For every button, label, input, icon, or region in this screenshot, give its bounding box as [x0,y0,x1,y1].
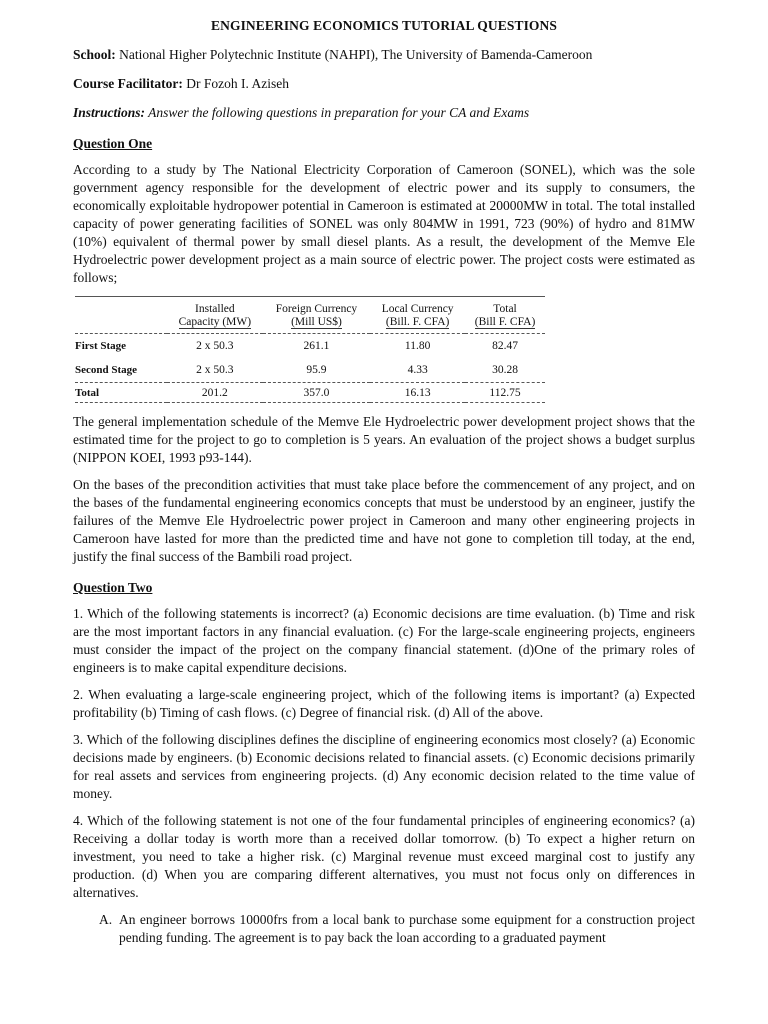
question-two-item-2: 2. When evaluating a large-scale engineering project, which of the following items is important? (a) Expected profitability (b) Timing of cash flows. (c) Degree of financial risk. (d) All of the above. [73,687,695,720]
table-cell: Total [75,383,167,403]
table-cell: 2 x 50.3 [196,364,234,376]
question-two-heading: Question Two [73,580,153,595]
table-cell: First Stage [75,340,127,352]
table-header-cell: Local Currency (Bill. F. CFA) [381,303,454,328]
table-row [75,334,545,359]
document-title: ENGINEERING ECONOMICS TUTORIAL QUESTIONS [211,18,557,33]
question-two-item-1: 1. Which of the following statements is incorrect? (a) Economic decisions are time evaluation. (b) Time and risk are the most important factors in any financial evaluation. (c) For the large-scale engineering projects, engineers must consider the impact of the project on the company financial statement. (d)One of the primary roles of engineers is to make capital expenditure decisions. [73,606,695,675]
facilitator-value: Dr Fozoh I. Aziseh [182,76,289,91]
table-cell: Second Stage [75,364,138,376]
table-cell: 82.47 [492,340,518,352]
table-cell: 4.33 [407,364,428,376]
question-one-paragraph-1: According to a study by The National Electricity Corporation of Cameroon (SONEL), which was the sole government agency responsible for the development of electric power and its supply to consumers, the economically exploitable hydropower potential in Cameroon is estimated at 20000MW in total. The total installed capacity of power generating facilities of SONEL was only 804MW in 1991, 723 (90%) of hydro and 81MW (10%) equivalent of thermal power by small diesel plants. As a result, the development of the Memve Ele Hydroelectric power development project as a main source of electric power. The project costs were estimated as follows; [73,162,695,285]
facilitator-line [73,75,695,93]
table-row [75,358,545,383]
table-header-cell: Installed Capacity (MW) [178,303,252,328]
list-marker: A. [99,912,113,927]
table-total-row [75,383,545,403]
instructions-line [73,104,695,122]
school-label: School: [73,47,116,62]
question-two-item-3: 3. Which of the following disciplines defines the discipline of engineering economics most closely? (a) Economic decisions made by engineers. (b) Economic decisions related to financial assets. (c) Economic decisions primarily for real assets and services from engineering projects. (d) Any economic decision related to the time value of money. [73,732,695,801]
question-one-paragraph-3: On the bases of the precondition activities that must take place before the commencement of any project, and on the bases of the fundamental engineering economics concepts that must be understood by an engineer, justify the failures of the Memve Ele Hydroelectric power project in Cameroon and many other engineering projects in Cameroon have lasted for more than the predicted time and have not gone to completion till today, at the end, justify the final success of the Bambili road project. [73,477,695,564]
table-cell: 112.75 [465,383,545,403]
document-page [73,16,695,947]
instructions-label: Instructions: [73,105,146,120]
table-cell: 16.13 [370,383,465,403]
table-header-row [75,297,545,334]
table-header-cell [75,297,167,334]
question-one-paragraph-2: The general implementation schedule of the Memve Ele Hydroelectric power development project shows that the estimated time for the project to go to completion is 5 years. An evaluation of the project shows a budget surplus (NIPPON KOEI, 1993 p93-144). [73,414,695,465]
table-cell: 11.80 [404,340,431,352]
school-line [73,46,695,64]
table-header-cell: Total (Bill F. CFA) [474,303,536,328]
question-one-heading: Question One [73,136,153,151]
table-cell: 30.28 [492,364,518,376]
project-cost-table [75,296,545,403]
facilitator-label: Course Facilitator: [73,76,183,91]
table-header-cell: Foreign Currency (Mill US$) [275,303,358,328]
table-cell: 95.9 [306,364,327,376]
table-cell: 357.0 [263,383,371,403]
table-cell: 2 x 50.3 [196,340,234,352]
question-two-item-4: 4. Which of the following statement is not one of the four fundamental principles of engineering economics? (a) Receiving a dollar today is worth more than a received dollar tomorrow. (b) To expect a higher return on investment, you need to take a higher risk. (c) Marginal revenue must exceed marginal cost to justify any production. (d) When you are comparing different alternatives, you must not focus only on differences in alternatives. [73,813,695,900]
school-value: National Higher Polytechnic Institute (NAHPI), The University of Bamenda-Cameroon [115,47,593,62]
instructions-value: Answer the following questions in preparation for your CA and Exams [145,105,530,120]
list-item-text: An engineer borrows 10000frs from a local bank to purchase some equipment for a construction project pending funding. The agreement is to pay back the loan according to a graduated payment [119,912,695,945]
table-cell: 201.2 [167,383,263,403]
table-cell: 261.1 [303,340,330,352]
question-two-item-a [99,911,695,947]
